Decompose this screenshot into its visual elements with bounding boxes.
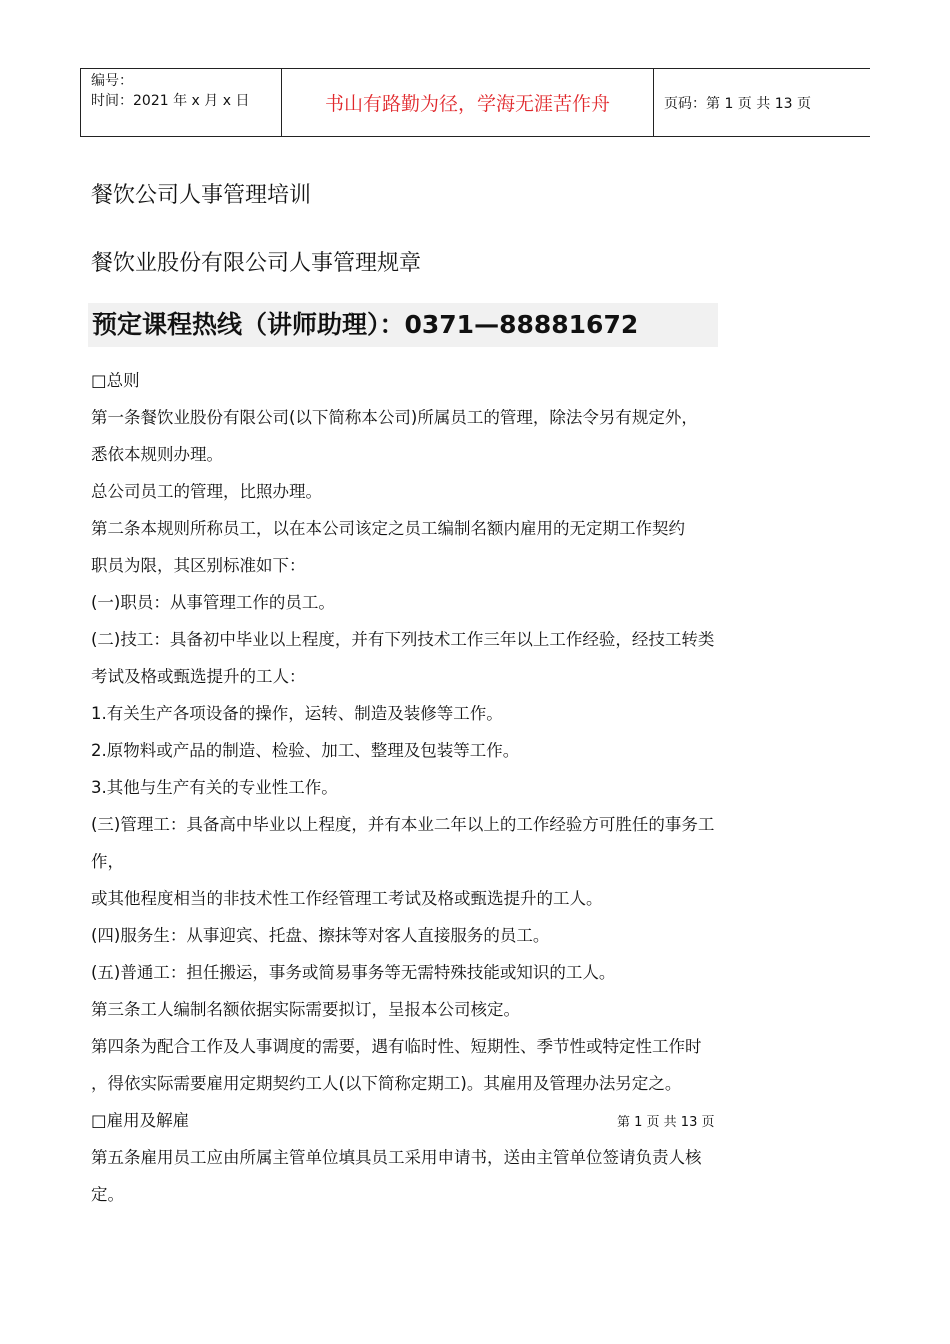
body-line: 定。 xyxy=(91,1185,124,1204)
body-line: 作， xyxy=(91,852,124,871)
body-line: 考试及格或甄选提升的工人： xyxy=(91,667,306,686)
document-title: 餐饮公司人事管理培训 xyxy=(91,183,312,208)
document-number-label: 编号： xyxy=(91,73,133,89)
body-line: (二)技工：具备初中毕业以上程度，并有下列技术工作三年以上工作经验，经技工转类 xyxy=(91,630,715,649)
body-line: 第一条餐饮业股份有限公司(以下简称本公司)所属员工的管理，除法令另有规定外， xyxy=(91,408,698,427)
body-line: (一)职员：从事管理工作的员工。 xyxy=(91,593,335,612)
body-line: 1.有关生产各项设备的操作，运转、制造及装修等工作。 xyxy=(91,704,503,723)
body-line: 职员为限，其区别标准如下： xyxy=(91,556,306,575)
header-table xyxy=(80,68,870,137)
header-page-cell xyxy=(654,69,870,136)
body-line: 第五条雇用员工应由所属主管单位填具员工采用申请书，送由主管单位签请负责人核 xyxy=(91,1148,702,1167)
body-line: 第四条为配合工作及人事调度的需要，遇有临时性、短期性、季节性或特定性工作时 xyxy=(91,1037,702,1056)
page-footer-number: 第 1 页 共 13 页 xyxy=(617,1115,715,1130)
header-meta-cell xyxy=(80,69,282,136)
body-line: 总公司员工的管理，比照办理。 xyxy=(91,482,322,501)
body-line: 悉依本规则办理。 xyxy=(91,445,223,464)
body-line: (五)普通工：担任搬运，事务或简易事务等无需特殊技能或知识的工人。 xyxy=(91,963,616,982)
body-line: 第三条工人编制名额依据实际需要拟订，呈报本公司核定。 xyxy=(91,1000,520,1019)
document-date-label: 时间：2021 年 x 月 x 日 xyxy=(91,93,250,109)
body-line: ，得依实际需要雇用定期契约工人(以下简称定期工)。其雇用及管理办法另定之。 xyxy=(91,1074,682,1093)
body-line: 3.其他与生产有关的专业性工作。 xyxy=(91,778,338,797)
section-heading: □雇用及解雇 xyxy=(91,1111,190,1130)
header-motto-cell xyxy=(282,69,654,136)
body-line: 2.原物料或产品的制造、检验、加工、整理及包装等工作。 xyxy=(91,741,520,760)
body-line: 或其他程度相当的非技术性工作经管理工考试及格或甄选提升的工人。 xyxy=(91,889,603,908)
header-page-number: 页码：第 1 页 共 13 页 xyxy=(664,95,811,112)
section-heading: □总则 xyxy=(91,371,140,390)
body-line: (四)服务生：从事迎宾、托盘、擦抹等对客人直接服务的员工。 xyxy=(91,926,550,945)
header-motto: 书山有路勤为径，学海无涯苦作舟 xyxy=(324,93,610,115)
document-subtitle: 餐饮业股份有限公司人事管理规章 xyxy=(91,251,422,276)
course-hotline-banner: 预定课程热线（讲师助理）：0371—88881672 xyxy=(88,303,718,347)
body-line: (三)管理工：具备高中毕业以上程度，并有本业二年以上的工作经验方可胜任的事务工 xyxy=(91,815,715,834)
document-body xyxy=(91,362,831,1213)
body-line: 第二条本规则所称员工，以在本公司该定之员工编制名额内雇用的无定期工作契约 xyxy=(91,519,685,538)
